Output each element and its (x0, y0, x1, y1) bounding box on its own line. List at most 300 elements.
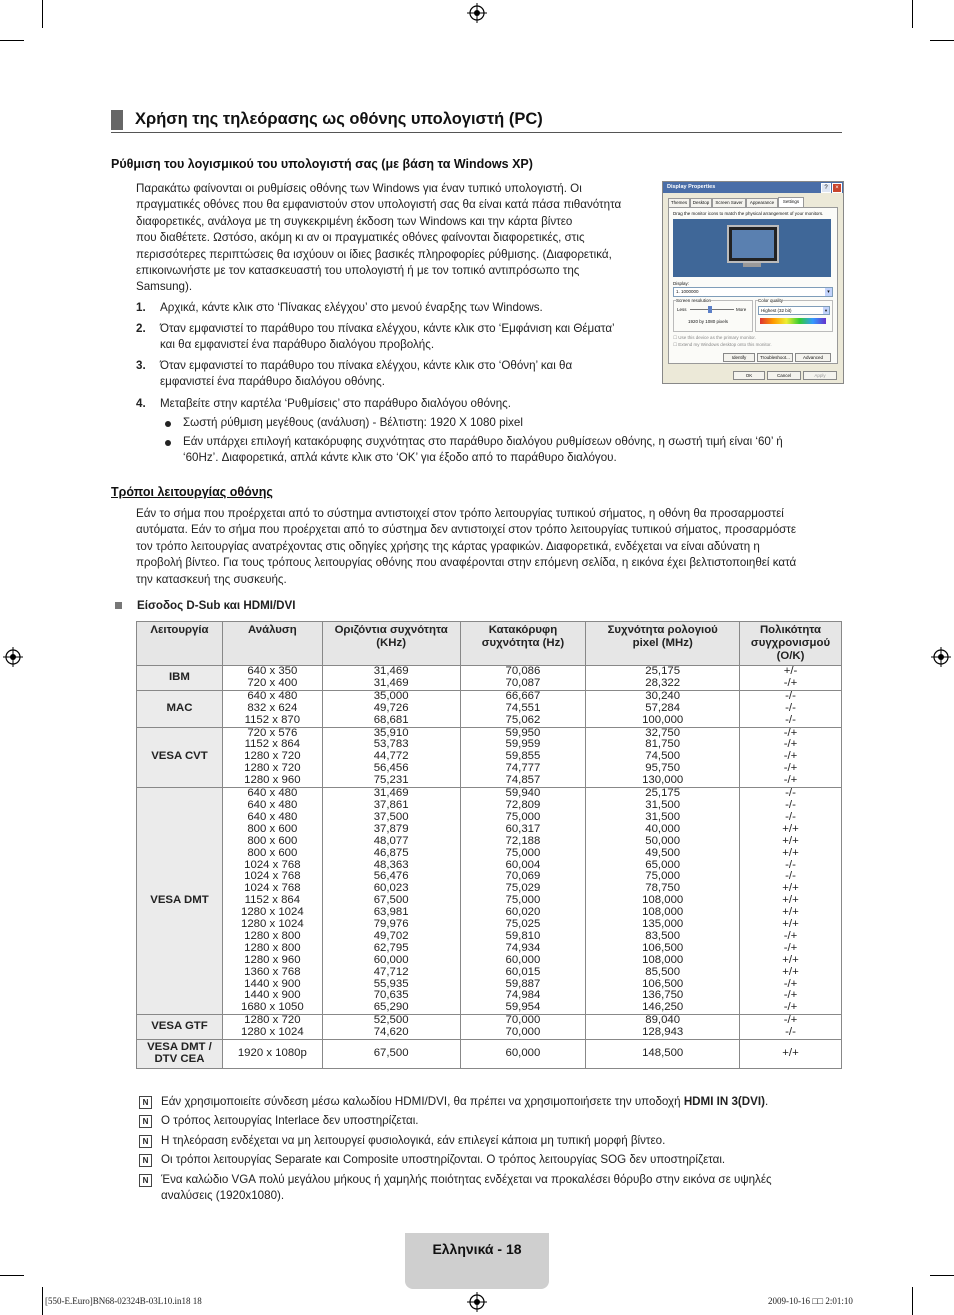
cell-value: 800 x 600 (247, 846, 298, 859)
cell-value: 49,500 (645, 846, 681, 859)
cell-value: 37,879 (373, 822, 409, 835)
table-row (137, 788, 842, 1015)
note-text: Η τηλεόραση ενδέχεται να μη λειτουργεί φυσιολογικά, εάν επιλεγεί κάποια μη τυπική μορφή βίντεο. (161, 1134, 666, 1147)
cell-value: 35,910 (373, 726, 409, 739)
cell-value: 31,469 (373, 676, 409, 689)
cell-value: 35,000 (373, 689, 409, 702)
cell-value: 55,935 (373, 977, 409, 990)
column-header: Ανάλυση (222, 622, 322, 666)
cell-value: 1280 x 960 (244, 774, 301, 787)
step-number: 2. (136, 322, 146, 335)
checkbox-label: Extend my Windows desktop onto this monitor. (678, 342, 772, 347)
display-select[interactable] (673, 287, 833, 297)
cell-value: 1280 x 1024 (240, 918, 304, 931)
cell-value: 48,077 (373, 834, 409, 847)
cell-value: 68,681 (373, 713, 409, 726)
step-text: και θα εμφανιστεί ένα παράθυρο διαλόγου προβολής. (160, 338, 435, 352)
cell-value: 1280 x 720 (244, 1014, 301, 1027)
res-cell (222, 788, 322, 1015)
intro-line: που διαθέτετε. Ωστόσο, ακόμη κι αν οι πραγματικές οθόνες φαίνονται διαφορετικές, στις (136, 231, 585, 245)
clk-cell (586, 1040, 740, 1069)
mode-cell (137, 1040, 223, 1069)
cell-value: 1152 x 864 (244, 738, 301, 751)
cell-value: -/+ (783, 929, 798, 942)
cell-value: 65,290 (373, 1001, 409, 1014)
settings-panel (668, 207, 838, 364)
heading-bar (111, 110, 123, 130)
cell-value: 81,750 (645, 738, 681, 751)
cell-value: -/+ (783, 941, 798, 954)
paragraph-line: προβολή βίντεο. Για τους τρόπους λειτουργίας οθόνης που αναφέρονται στην επόμενη σελίδα, η εικόνα έχει βελτιστοποιηθεί κατά (136, 556, 797, 570)
cell-value: 1024 x 768 (244, 870, 301, 883)
crop-mark (912, 1287, 913, 1315)
res-cell (222, 666, 322, 691)
cell-value: 70,086 (505, 665, 541, 677)
cell-value: +/- (783, 665, 798, 677)
cell-value: 1152 x 870 (244, 713, 301, 726)
cell-value: 75,000 (505, 810, 541, 823)
column-header: Λειτουργία (137, 622, 223, 666)
clk-cell (586, 727, 740, 788)
cell-value: 79,976 (373, 918, 409, 931)
cell-value: +/+ (782, 894, 799, 907)
cell-value: 75,062 (505, 713, 541, 726)
res-cell (222, 1015, 322, 1040)
mode-label: DTV CEA (154, 1053, 205, 1066)
table-row (137, 1040, 842, 1069)
cell-value: -/+ (783, 750, 798, 763)
cell-value: 59,950 (505, 726, 541, 739)
intro-line: διαφορετικές, ανάλογα με τη συγκεκριμένη έκδοση των Windows και την κάρτα βίντεο (136, 214, 573, 228)
cell-value: 60,000 (373, 953, 409, 966)
cell-value: 1680 x 1050 (240, 1001, 304, 1014)
cell-value: 108,000 (642, 953, 684, 966)
section-title: Τρόποι λειτουργίας οθόνης (111, 485, 273, 499)
cell-value: 60,000 (505, 1047, 541, 1060)
section-header (111, 108, 842, 133)
cell-value: 75,000 (505, 846, 541, 859)
step-text: Όταν εμφανιστεί το παράθυρο του πίνακα ελέγχου, κάντε κλικ στο ‘Εμφάνιση και Θέματα’ (160, 322, 615, 335)
h-cell (322, 727, 460, 788)
cell-value: 63,981 (373, 906, 409, 919)
identify-button[interactable]: Identify (723, 353, 755, 362)
cell-value: 108,000 (642, 894, 684, 907)
cell-value: 28,322 (645, 676, 681, 689)
tab-themes[interactable]: Themes (668, 198, 690, 208)
cell-value: -/- (785, 689, 796, 702)
column-header: Οριζόντια συχνότητα (KHz) (322, 622, 460, 666)
cell-value: -/+ (783, 762, 798, 775)
cell-value: +/+ (782, 965, 799, 978)
cell-value: 640 x 350 (247, 665, 298, 677)
cell-value: 31,500 (645, 810, 681, 823)
cell-value: 130,000 (642, 774, 684, 787)
mode-cell (137, 727, 223, 788)
cell-value: 37,500 (373, 810, 409, 823)
cell-value: 32,750 (645, 726, 681, 739)
cell-value: 74,551 (505, 701, 541, 714)
cell-value: 67,500 (373, 1047, 409, 1060)
cell-value: +/+ (782, 1047, 799, 1060)
res-cell (222, 727, 322, 788)
step-number: 3. (136, 359, 146, 372)
note-emphasis: HDMI IN 3(DVI) (683, 1095, 765, 1108)
v-cell (460, 727, 586, 788)
cell-value: -/- (785, 870, 796, 883)
column-header: Πολικότητα συγχρονισμού (O/K) (740, 622, 842, 666)
crop-mark (930, 40, 954, 41)
cell-value: 1024 x 768 (244, 882, 301, 895)
tab-desktop[interactable]: Desktop (690, 198, 712, 208)
res-cell (222, 1040, 322, 1069)
v-cell (460, 690, 586, 727)
cell-value: 89,040 (645, 1014, 681, 1027)
h-cell (322, 1015, 460, 1040)
cell-value: 40,000 (645, 822, 681, 835)
cell-value: 72,188 (505, 834, 541, 847)
table-row (137, 727, 842, 788)
primary-monitor-checkbox[interactable]: ☐ Use this device as the primary monitor. (673, 335, 756, 340)
cell-value: 74,857 (505, 774, 541, 787)
advanced-button[interactable]: Advanced (795, 353, 831, 362)
v-cell (460, 666, 586, 691)
cell-value: 59,940 (505, 787, 541, 800)
cell-value: 65,000 (645, 858, 681, 871)
clk-cell (586, 1015, 740, 1040)
cell-value: 75,000 (645, 870, 681, 883)
cell-value: 46,875 (373, 846, 409, 859)
cell-value: 30,240 (645, 689, 681, 702)
cell-value: -/+ (783, 1001, 798, 1014)
dialog-title: Display Properties (667, 184, 716, 190)
h-cell (322, 666, 460, 691)
cell-value: 1280 x 720 (244, 762, 301, 775)
note-text: . (764, 1095, 769, 1108)
mode-label: IBM (169, 670, 190, 683)
crop-mark (912, 0, 913, 28)
cell-value: 59,887 (505, 977, 541, 990)
cell-value: 640 x 480 (247, 798, 298, 811)
tab-appearance[interactable]: Appearance (746, 198, 778, 208)
intro-line: πραγματικές οθόνες που θα εμφανιστούν στον υπολογιστή σας θα είναι κατά πάσα πιθανότητα (136, 198, 622, 212)
table-row (137, 690, 842, 727)
crop-mark (42, 1287, 43, 1315)
cell-value: +/+ (782, 918, 799, 931)
cell-value: -/- (785, 1026, 796, 1039)
note-icon: N (139, 1174, 152, 1187)
color-quality-select[interactable] (758, 306, 830, 315)
h-cell (322, 690, 460, 727)
cell-value: 640 x 480 (247, 787, 298, 800)
v-cell (460, 788, 586, 1015)
cell-value: +/+ (782, 834, 799, 847)
bullet-text: Σωστή ρύθμιση μεγέθους (ανάλυση) - Βέλτιστη: 1920 X 1080 pixel (183, 416, 523, 429)
cell-value: 25,175 (645, 787, 681, 800)
cell-value: 60,004 (505, 858, 541, 871)
cell-value: 59,959 (505, 738, 541, 751)
display-label: Display: (673, 281, 690, 286)
cell-value: -/+ (783, 726, 798, 739)
intro-paragraph (136, 181, 646, 296)
note-text: Οι τρόποι λειτουργίας Separate και Composite υποστηρίζονται. Ο τρόπος λειτουργίας SOG δεν υποστηρίζεται. (161, 1153, 726, 1166)
registration-mark-icon (467, 1292, 487, 1312)
clk-cell (586, 690, 740, 727)
input-label (115, 599, 296, 612)
resolution-label: Screen resolution (676, 298, 712, 303)
mode-label: VESA DMT / (147, 1041, 212, 1054)
cell-value: 146,250 (642, 1001, 684, 1014)
bullet-dot-icon (165, 440, 171, 446)
cell-value: 48,363 (373, 858, 409, 871)
color-quality-value: Highest (32 bit) (761, 308, 792, 313)
display-modes-table (136, 621, 842, 1069)
mode-label: VESA CVT (151, 750, 208, 763)
cell-value: 74,984 (505, 989, 541, 1002)
intro-line: περισσότερες περιπτώσεις θα ισχύουν οι ίδιες βασικές πληροφορίες ρύθμισης. (Διαφορετικά, (136, 247, 612, 261)
cell-value: 74,777 (505, 762, 541, 775)
pol-cell (740, 666, 842, 691)
monitor-preview-area (673, 219, 831, 277)
checkbox-label: Use this device as the primary monitor. (678, 335, 756, 340)
cell-value: 106,500 (642, 941, 684, 954)
mode-cell (137, 788, 223, 1015)
cell-value: 1280 x 1024 (240, 906, 304, 919)
pol-cell (740, 788, 842, 1015)
intro-line: Παρακάτω φαίνονται οι ρυθμίσεις οθόνης των Windows για έναν τυπικό υπολογιστή. Οι (136, 182, 582, 195)
dialog-instruction: Drag the monitor icons to match the physical arrangement of your monitors. (673, 211, 824, 216)
step-number: 4. (136, 397, 146, 410)
cell-value: 800 x 600 (247, 822, 298, 835)
cell-value: 640 x 480 (247, 810, 298, 823)
paragraph-line: τον τρόπο λειτουργίας ανατρέχοντας στις οδηγίες χρήσης της κάρτας γραφικών. Διαφορετικά, ενδέχεται να είναι αδύνατη η (136, 539, 760, 553)
cell-value: 720 x 576 (247, 726, 298, 739)
close-icon[interactable]: × (832, 183, 842, 193)
cell-value: 800 x 600 (247, 834, 298, 847)
step-text: εμφανιστεί ένα παράθυρο διαλόγου οθόνης. (160, 375, 385, 389)
cell-value: 1280 x 800 (244, 941, 301, 954)
intro-line: Samsung). (136, 280, 193, 294)
cell-value: -/+ (783, 774, 798, 787)
column-header: Κατακόρυφη συχνότητα (Hz) (460, 622, 586, 666)
mode-label: VESA DMT (150, 894, 209, 907)
cell-value: 1920 x 1080p (237, 1047, 307, 1060)
display-properties-screenshot (662, 181, 844, 384)
cell-value: 1280 x 720 (244, 750, 301, 763)
cell-value: 135,000 (642, 918, 684, 931)
step-text: Αρχικά, κάντε κλικ στο ‘Πίνακας ελέγχου’ στο μενού έναρξης των Windows. (160, 301, 543, 314)
pol-cell (740, 727, 842, 788)
extend-desktop-checkbox[interactable]: ☐ Extend my Windows desktop onto this monitor. (673, 342, 772, 347)
pol-cell (740, 1015, 842, 1040)
cell-value: 100,000 (642, 713, 684, 726)
cell-value: 74,934 (505, 941, 541, 954)
crop-mark (42, 0, 43, 28)
cell-value: 83,500 (645, 929, 681, 942)
clk-cell (586, 666, 740, 691)
cell-value: 1280 x 800 (244, 929, 301, 942)
cell-value: -/- (785, 787, 796, 800)
note-icon: N (139, 1154, 152, 1167)
slider-handle[interactable] (708, 306, 712, 313)
cell-value: 37,861 (373, 798, 409, 811)
paragraph-line: Εάν το σήμα που προέρχεται από το σύστημα αντιστοιχεί στον τρόπο λειτουργίας τυπικού σήματος, η οθόνη θα προσαρμοστεί (136, 507, 784, 520)
cell-value: 25,175 (645, 665, 681, 677)
step-number: 1. (136, 301, 146, 314)
h-cell (322, 1040, 460, 1069)
help-icon[interactable]: ? (821, 183, 831, 193)
tab-screen-saver[interactable]: Screen Saver (712, 198, 746, 208)
cell-value: 70,000 (505, 1026, 541, 1039)
resolution-slider[interactable] (690, 309, 734, 310)
tab-settings[interactable]: Settings (778, 197, 804, 209)
bullet-text: Εάν υπάρχει επιλογή κατακόρυφης συχνότητας στο παράθυρο διαλόγου ρυθμίσεων οθόνης, η σωστή τιμή είναι ‘60’ ή (183, 435, 783, 448)
color-quality-label: Color quality (758, 298, 784, 303)
cell-value: 52,500 (373, 1014, 409, 1027)
cell-value: 75,000 (505, 894, 541, 907)
table-row (137, 666, 842, 691)
bullet-dot-icon (165, 421, 171, 427)
cell-value: -/- (785, 713, 796, 726)
registration-mark-icon (467, 3, 487, 23)
cell-value: 85,500 (645, 965, 681, 978)
cell-value: -/- (785, 798, 796, 811)
cell-value: -/- (785, 701, 796, 714)
table-header-row (137, 622, 842, 666)
cell-value: 70,635 (373, 989, 409, 1002)
cell-value: 832 x 624 (247, 701, 298, 714)
column-header: Συχνότητα ρολογιού pixel (MHz) (586, 622, 740, 666)
paragraph-line: αυτόματα. Εάν το σήμα που προέρχεται από το σύστημα δεν αντιστοιχεί στον τρόπο λειτουργίας τυπικού σήματος, προσαρμόστε (136, 523, 797, 537)
note-icon: N (139, 1115, 152, 1128)
cell-value: 1440 x 900 (244, 989, 301, 1002)
cell-value: +/+ (782, 846, 799, 859)
cell-value: 1152 x 864 (244, 894, 301, 907)
h-cell (322, 788, 460, 1015)
cell-value: 108,000 (642, 906, 684, 919)
cell-value: 60,023 (373, 882, 409, 895)
step-text: Όταν εμφανιστεί το παράθυρο του πίνακα ελέγχου, κάντε κλικ στο ‘Οθόνη’ και θα (160, 359, 573, 372)
crop-mark (0, 1275, 24, 1276)
cell-value: 70,000 (505, 1014, 541, 1027)
page-title: Χρήση της τηλεόρασης ως οθόνης υπολογιστή (PC) (135, 110, 543, 128)
cell-value: +/+ (782, 953, 799, 966)
apply-button[interactable]: Apply (803, 371, 837, 380)
cell-value: 62,795 (373, 941, 409, 954)
crop-mark (0, 40, 24, 41)
note-text: Ο τρόπος λειτουργίας Interlace δεν υποστηρίζεται. (161, 1114, 419, 1127)
cell-value: 1360 x 768 (244, 965, 301, 978)
print-slug-right: 2009-10-16 □□ 2:01:10 (768, 1296, 853, 1306)
step-text: Μεταβείτε στην καρτέλα ‘Ρυθμίσεις’ στο παράθυρο διαλόγου οθόνης. (160, 397, 511, 410)
cell-value: 59,810 (505, 929, 541, 942)
res-cell (222, 690, 322, 727)
cell-value: 47,712 (373, 965, 409, 978)
cell-value: 66,667 (505, 689, 541, 702)
cell-value: 70,087 (505, 676, 541, 689)
cell-value: 148,500 (642, 1047, 684, 1060)
cell-value: 720 x 400 (247, 676, 298, 689)
cell-value: 78,750 (645, 882, 681, 895)
monitor-icon[interactable] (727, 225, 779, 263)
resolution-value: 1920 by 1080 pixels (688, 319, 729, 324)
cell-value: -/+ (783, 989, 798, 1002)
cell-value: 56,456 (373, 762, 409, 775)
cell-value: 106,500 (642, 977, 684, 990)
cell-value: 72,809 (505, 798, 541, 811)
cancel-button[interactable]: Cancel (767, 371, 801, 380)
cell-value: 59,855 (505, 750, 541, 763)
section-paragraph (136, 506, 838, 588)
cell-value: 1024 x 768 (244, 858, 301, 871)
cell-value: 74,620 (373, 1026, 409, 1039)
cell-value: 44,772 (373, 750, 409, 763)
cell-value: 60,015 (505, 965, 541, 978)
paragraph-line: την κατασκευή της συσκευής. (136, 572, 287, 586)
square-bullet-icon (115, 602, 122, 609)
v-cell (460, 1040, 586, 1069)
cell-value: 50,000 (645, 834, 681, 847)
dialog-title-bar (663, 182, 843, 193)
cell-value: -/+ (783, 676, 798, 689)
ok-button[interactable]: OK (733, 371, 765, 380)
cell-value: 57,284 (645, 701, 681, 714)
troubleshoot-button[interactable]: Troubleshoot... (757, 353, 793, 362)
cell-value: +/+ (782, 906, 799, 919)
mode-cell (137, 1015, 223, 1040)
note-icon: N (139, 1096, 152, 1109)
chevron-down-icon: ▾ (825, 288, 832, 296)
mode-label: VESA GTF (151, 1020, 208, 1033)
cell-value: -/+ (783, 1014, 798, 1027)
cell-value: -/- (785, 858, 796, 871)
mode-cell (137, 666, 223, 691)
color-quality-group (755, 300, 833, 332)
bullet-text: ‘60Hz’. Διαφορετικά, απλά κάντε κλικ στο ‘OK’ για έξοδο από το παράθυρο διαλόγου. (183, 451, 617, 465)
note-text: αναλύσεις (1920x1080). (161, 1189, 285, 1203)
cell-value: 60,317 (505, 822, 541, 835)
cell-value: 95,750 (645, 762, 681, 775)
cell-value: +/+ (782, 882, 799, 895)
cell-value: 75,025 (505, 918, 541, 931)
resolution-group (673, 300, 753, 332)
cell-value: 75,029 (505, 882, 541, 895)
cell-value: 60,000 (505, 953, 541, 966)
cell-value: 56,476 (373, 870, 409, 883)
subsection-title: Ρύθμιση του λογισμικού του υπολογιστή σας (με βάση τα Windows XP) (111, 157, 533, 171)
cell-value: 136,750 (642, 989, 684, 1002)
color-bar (760, 318, 826, 324)
registration-mark-icon (931, 647, 951, 667)
cell-value: 1280 x 960 (244, 953, 301, 966)
input-label-text: Είσοδος D-Sub και HDMI/DVI (137, 599, 296, 612)
pol-cell (740, 690, 842, 727)
page-number-tab (405, 1233, 549, 1289)
note-text: Εάν χρησιμοποιείτε σύνδεση μέσω καλωδίου HDMI/DVI, θα πρέπει να χρησιμοποιήσετε την υποδοχή (161, 1095, 684, 1108)
note-text: Ένα καλώδιο VGA πολύ μεγάλου μήκους ή χαμηλής ποιότητας ενδέχεται να προκαλέσει θόρυβο στην εικόνα σε υψηλές (161, 1173, 772, 1186)
cell-value: 59,954 (505, 1001, 541, 1014)
table-body (137, 666, 842, 1069)
cell-value: 31,500 (645, 798, 681, 811)
cell-value: 1280 x 1024 (240, 1026, 304, 1039)
mode-label: MAC (166, 701, 193, 714)
cell-value: 74,500 (645, 750, 681, 763)
chevron-down-icon: ▾ (824, 308, 828, 313)
cell-value: 31,469 (373, 787, 409, 800)
page-number: Ελληνικά - 18 (432, 1241, 522, 1257)
v-cell (460, 1015, 586, 1040)
crop-mark (930, 1275, 954, 1276)
cell-value: -/+ (783, 738, 798, 751)
